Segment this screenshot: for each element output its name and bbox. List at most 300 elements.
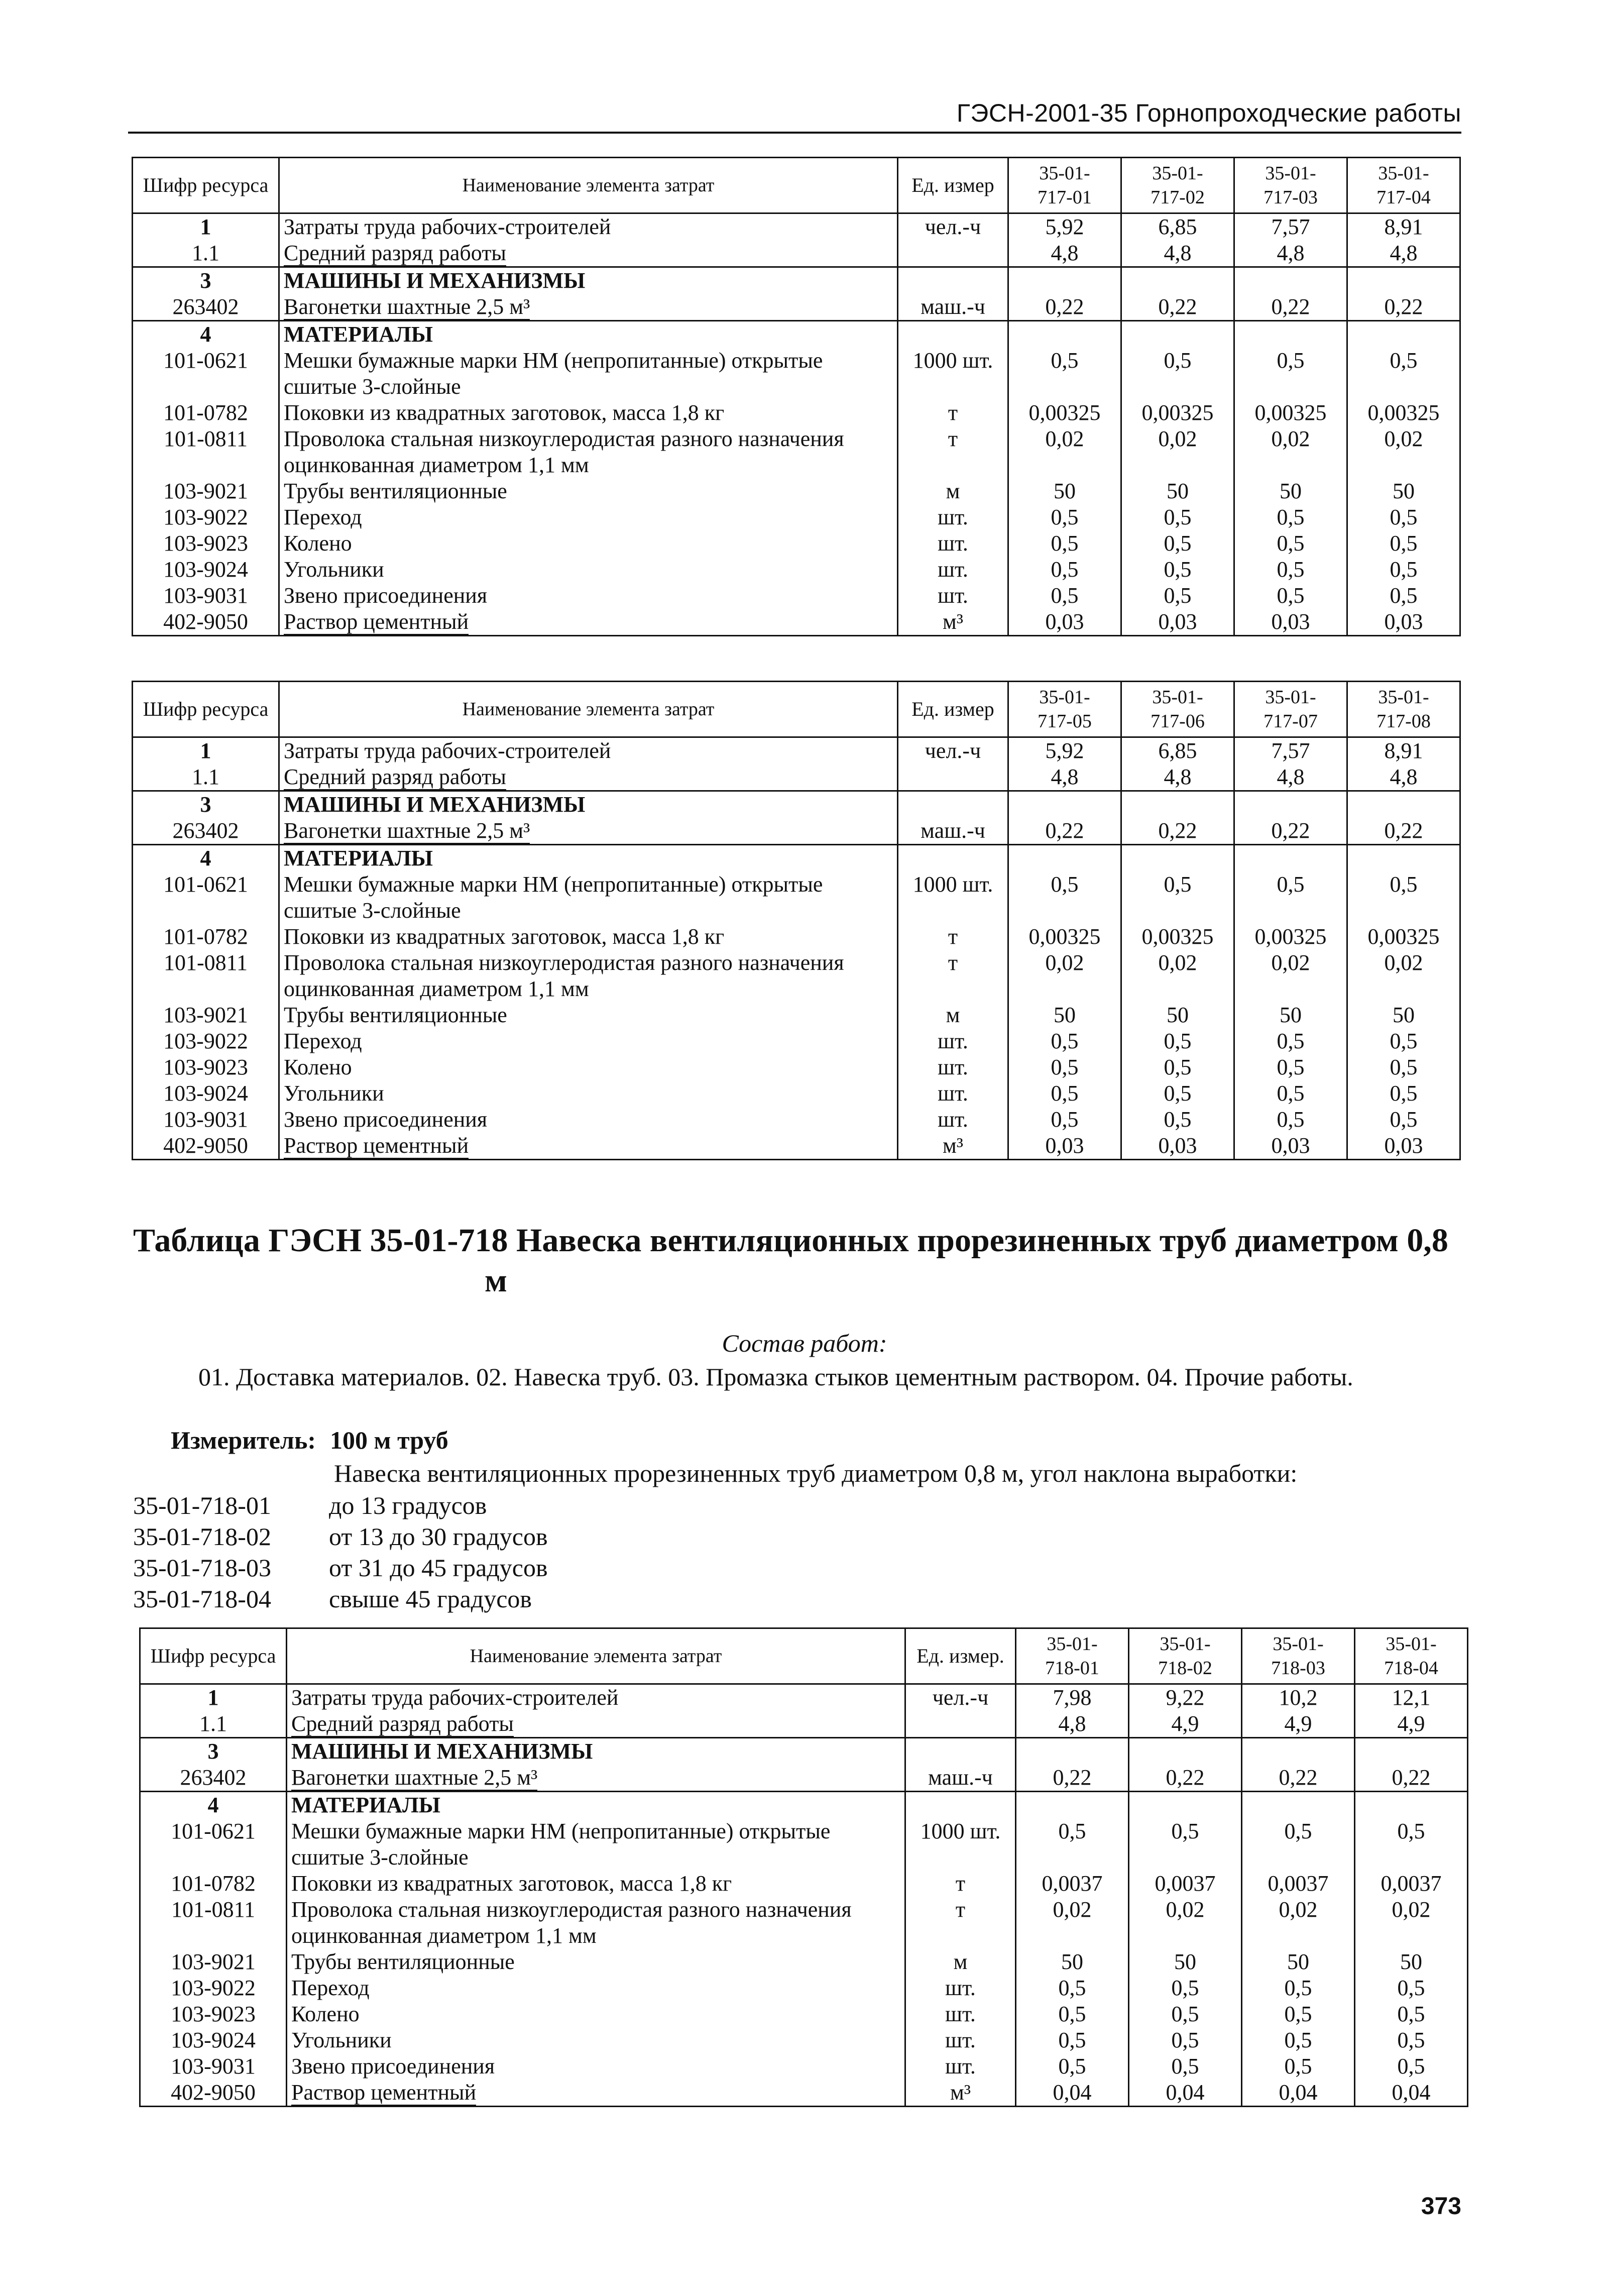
norm-value: 0,5: [1008, 583, 1121, 609]
resource-unit: шт.: [898, 557, 1008, 583]
resource-name: [287, 1711, 905, 1738]
resource-code: 103-9024: [140, 2027, 287, 2053]
norm-value: 50: [1234, 1002, 1347, 1028]
resource-code: 4: [133, 845, 279, 872]
norm-value: 50: [1347, 1002, 1460, 1028]
norm-value: 0,5: [1234, 1028, 1347, 1054]
resource-unit: т: [898, 950, 1008, 1002]
norm-value: [1016, 1738, 1129, 1765]
resource-code: 101-0811: [140, 1897, 287, 1949]
header-title: ГЭСН-2001-35 Горнопроходческие работы: [956, 99, 1461, 127]
resource-name: [279, 557, 898, 583]
table-row: [133, 504, 1460, 530]
resource-unit: [898, 267, 1008, 294]
resource-unit: шт.: [898, 504, 1008, 530]
norm-value: [1008, 321, 1121, 348]
norm-value: 4,9: [1242, 1711, 1355, 1738]
resource-name-text: Колено: [291, 2002, 360, 2026]
norm-value: 0,00325: [1347, 400, 1460, 426]
norm-value: 0,5: [1355, 1818, 1468, 1871]
norm-value: 4,8: [1347, 764, 1460, 791]
resource-code: 103-9021: [133, 478, 279, 504]
col-header-norm-code: 35-01- 718-01: [1016, 1628, 1129, 1684]
resource-code: 101-0811: [133, 426, 279, 478]
resource-name: [287, 1897, 905, 1949]
norm-value: 9,22: [1129, 1684, 1242, 1711]
resource-name: [279, 267, 898, 294]
resource-code: 4: [140, 1792, 287, 1819]
resource-unit: м: [898, 1002, 1008, 1028]
norm-value: 0,5: [1016, 2053, 1129, 2080]
measure-value: 100 м труб: [330, 1426, 448, 1454]
norm-value: [1129, 1792, 1242, 1819]
resource-name: [287, 1949, 905, 1975]
resource-code: 103-9021: [140, 1949, 287, 1975]
norm-value: [1121, 845, 1234, 872]
norm-value: 8,91: [1347, 213, 1460, 241]
resource-code: 1.1: [133, 240, 279, 267]
norm-value: 0,22: [1008, 818, 1121, 845]
table-row: [133, 845, 1460, 872]
resource-name: [279, 426, 898, 478]
resource-unit: шт.: [898, 1107, 1008, 1133]
resource-name: [279, 818, 898, 845]
norm-value: 0,22: [1347, 294, 1460, 321]
resource-code: 103-9022: [133, 504, 279, 530]
col-header-code: Шифр ресурса: [140, 1628, 287, 1684]
variant-item: [133, 1490, 548, 1521]
resource-name-text: Средний разряд работы: [291, 1711, 514, 1736]
resource-unit: шт.: [898, 1028, 1008, 1054]
norm-value: 0,03: [1121, 609, 1234, 636]
col-header-code: Шифр ресурса: [133, 682, 279, 737]
resource-unit: шт.: [898, 1054, 1008, 1080]
resource-code: 103-9024: [133, 557, 279, 583]
resource-name: [279, 791, 898, 818]
norm-value: 0,5: [1121, 557, 1234, 583]
angle-intro: Навеска вентиляционных прорезиненных труб диаметром 0,8 м, угол наклона выработки:: [334, 1459, 1298, 1487]
table-row: [140, 1738, 1468, 1765]
table-row: [133, 348, 1460, 400]
norm-value: 0,00325: [1008, 924, 1121, 950]
norm-value: 0,04: [1355, 2080, 1468, 2107]
resource-code: 101-0621: [133, 871, 279, 924]
resource-name: [279, 871, 898, 924]
variant-text: до 13 градусов: [329, 1491, 487, 1519]
norm-value: 0,5: [1121, 348, 1234, 400]
resource-code: 3: [140, 1738, 287, 1765]
resource-code: 103-9023: [133, 530, 279, 557]
resource-name-text: Угольники: [284, 1081, 384, 1106]
norm-value: 0,02: [1347, 426, 1460, 478]
resource-code: 103-9031: [140, 2053, 287, 2080]
variants-list: [133, 1490, 548, 1614]
resource-unit: 1000 шт.: [905, 1818, 1016, 1871]
resource-code: 103-9031: [133, 1107, 279, 1133]
norm-value: 0,5: [1016, 2027, 1129, 2053]
norm-value: [1242, 1738, 1355, 1765]
norm-value: [1347, 791, 1460, 818]
norm-value: 0,00325: [1121, 924, 1234, 950]
norm-value: 0,02: [1121, 426, 1234, 478]
norm-value: [1121, 321, 1234, 348]
norm-value: 50: [1242, 1949, 1355, 1975]
resource-name-text: МАТЕРИАЛЫ: [291, 1793, 440, 1817]
resource-name-text: Звено присоединения: [284, 583, 488, 608]
norm-value: 0,22: [1016, 1765, 1129, 1792]
resource-name: [287, 2080, 905, 2107]
resource-name: [287, 1684, 905, 1711]
norm-value: 0,5: [1008, 348, 1121, 400]
resource-unit: [905, 1711, 1016, 1738]
resource-name: [287, 1765, 905, 1792]
norm-value: 0,5: [1121, 871, 1234, 924]
resource-code: 103-9023: [140, 2001, 287, 2027]
norm-value: 0,5: [1234, 530, 1347, 557]
resource-code: 1: [133, 213, 279, 241]
norm-value: 6,85: [1121, 213, 1234, 241]
norm-value: 0,5: [1129, 1975, 1242, 2001]
norm-value: 4,8: [1016, 1711, 1129, 1738]
col-header-name: Наименование элемента затрат: [287, 1628, 905, 1684]
norm-value: [1355, 1738, 1468, 1765]
variant-text: от 13 до 30 градусов: [329, 1522, 548, 1551]
resource-code: 103-9022: [140, 1975, 287, 2001]
variant-text: от 31 до 45 градусов: [329, 1554, 548, 1582]
table-row: [133, 213, 1460, 241]
norm-value: 50: [1121, 478, 1234, 504]
resource-code: 1: [133, 737, 279, 764]
table-row: [133, 818, 1460, 845]
norm-value: 8,91: [1347, 737, 1460, 764]
col-header-norm-code: 35-01- 717-02: [1121, 158, 1234, 213]
table-row: [133, 321, 1460, 348]
norm-value: 0,5: [1234, 871, 1347, 924]
resource-name-text: Затраты труда рабочих-строителей: [291, 1685, 619, 1710]
table-row: [140, 1765, 1468, 1792]
table-row: [140, 2080, 1468, 2107]
resource-name: [287, 1818, 905, 1871]
norm-value: 0,5: [1008, 504, 1121, 530]
resource-name-text: МАШИНЫ И МЕХАНИЗМЫ: [284, 268, 586, 293]
variant-code: 35-01-718-04: [133, 1585, 271, 1613]
resource-name: [279, 478, 898, 504]
table-718-title: [133, 1221, 1489, 1301]
norm-value: 0,0037: [1129, 1871, 1242, 1897]
norm-value: 0,5: [1347, 1028, 1460, 1054]
norm-value: 50: [1016, 1949, 1129, 1975]
norm-value: [1347, 321, 1460, 348]
works-composition-label: Состав работ:: [722, 1329, 887, 1357]
col-header-unit: Ед. измер: [898, 158, 1008, 213]
norm-value: 0,03: [1008, 609, 1121, 636]
norm-value: 5,92: [1008, 213, 1121, 241]
resource-name-text: Поковки из квадратных заготовок, масса 1,8 кг: [284, 400, 725, 425]
norm-value: 0,5: [1355, 1975, 1468, 2001]
norm-value: 0,5: [1347, 1080, 1460, 1107]
resource-code: 101-0621: [133, 348, 279, 400]
norm-value: 0,5: [1234, 1054, 1347, 1080]
col-header-name: Наименование элемента затрат: [279, 158, 898, 213]
page-header: [128, 96, 1461, 134]
resource-unit: м: [905, 1949, 1016, 1975]
table-row: [133, 426, 1460, 478]
norm-value: 7,57: [1234, 737, 1347, 764]
norm-value: 0,5: [1016, 2001, 1129, 2027]
norm-value: 4,8: [1121, 240, 1234, 267]
resource-name-text: Колено: [284, 1055, 352, 1079]
resource-code: 101-0782: [133, 924, 279, 950]
norm-value: 0,5: [1347, 504, 1460, 530]
header-row: [133, 158, 1460, 213]
resource-name: [279, 321, 898, 348]
table-row: [133, 1107, 1460, 1133]
norm-value: 0,5: [1008, 557, 1121, 583]
norm-value: 4,8: [1234, 764, 1347, 791]
norm-value: 50: [1234, 478, 1347, 504]
resource-name: [279, 530, 898, 557]
table-row: [133, 583, 1460, 609]
resource-name-text: МАТЕРИАЛЫ: [284, 322, 433, 347]
resource-code: 263402: [140, 1765, 287, 1792]
table-row: [133, 1080, 1460, 1107]
table-row: [140, 1949, 1468, 1975]
norm-value: 0,5: [1016, 1818, 1129, 1871]
table-row: [133, 400, 1460, 426]
norm-value: 0,5: [1234, 1080, 1347, 1107]
norm-value: 0,5: [1129, 2053, 1242, 2080]
norm-value: 0,5: [1121, 1080, 1234, 1107]
resource-name: [279, 1133, 898, 1160]
norm-value: 0,5: [1347, 1107, 1460, 1133]
table-row: [140, 2001, 1468, 2027]
norm-value: 0,5: [1008, 1107, 1121, 1133]
norm-value: 0,03: [1234, 609, 1347, 636]
resource-name-text: Звено присоединения: [284, 1107, 488, 1132]
resource-unit: шт.: [905, 2001, 1016, 2027]
norm-value: 0,5: [1347, 583, 1460, 609]
resource-unit: шт.: [898, 1080, 1008, 1107]
norm-value: 4,8: [1121, 764, 1234, 791]
table-row: [140, 2027, 1468, 2053]
norm-value: 0,22: [1121, 294, 1234, 321]
resource-table-717-a: [132, 157, 1461, 636]
norm-value: 12,1: [1355, 1684, 1468, 1711]
norm-value: 7,57: [1234, 213, 1347, 241]
col-header-unit: Ед. измер: [898, 682, 1008, 737]
table-row: [133, 557, 1460, 583]
norm-value: 4,8: [1234, 240, 1347, 267]
table-row: [140, 1975, 1468, 2001]
norm-value: [1234, 321, 1347, 348]
resource-code: 402-9050: [133, 609, 279, 636]
resource-code: 103-9022: [133, 1028, 279, 1054]
resource-name-text: МАТЕРИАЛЫ: [284, 846, 433, 870]
table-row: [133, 1028, 1460, 1054]
resource-name: [279, 950, 898, 1002]
norm-value: 6,85: [1121, 737, 1234, 764]
norm-value: 0,5: [1355, 2001, 1468, 2027]
resource-code: 1: [140, 1684, 287, 1711]
resource-name: [287, 1792, 905, 1819]
resource-unit: чел.-ч: [905, 1684, 1016, 1711]
resource-unit: шт.: [898, 530, 1008, 557]
norm-value: 4,8: [1008, 240, 1121, 267]
resource-name-text: Трубы вентиляционные: [284, 1003, 507, 1027]
table-row: [133, 1002, 1460, 1028]
resource-name-text: Угольники: [291, 2028, 392, 2052]
resource-name-text: Проволока стальная низкоуглеродистая разного назначения оцинкованная диаметром 1,1 мм: [284, 426, 844, 477]
resource-unit: м: [898, 478, 1008, 504]
norm-value: [1234, 267, 1347, 294]
table-row: [133, 1054, 1460, 1080]
norm-value: [1121, 791, 1234, 818]
table-row: [133, 1133, 1460, 1160]
norm-value: [1234, 845, 1347, 872]
resource-name-text: Трубы вентиляционные: [284, 479, 507, 503]
resource-name: [287, 2053, 905, 2080]
table-row: [133, 871, 1460, 924]
col-header-norm-code: 35-01- 717-03: [1234, 158, 1347, 213]
norm-value: 0,22: [1008, 294, 1121, 321]
resource-name-text: Вагонетки шахтные 2,5 м³: [284, 818, 530, 843]
norm-value: 0,00325: [1234, 924, 1347, 950]
norm-value: 0,02: [1008, 950, 1121, 1002]
norm-value: 0,5: [1121, 583, 1234, 609]
norm-value: 4,8: [1008, 764, 1121, 791]
resource-code: 3: [133, 791, 279, 818]
resource-unit: [905, 1738, 1016, 1765]
resource-unit: [898, 791, 1008, 818]
norm-value: 10,2: [1242, 1684, 1355, 1711]
col-header-norm-code: 35-01- 717-06: [1121, 682, 1234, 737]
norm-value: 5,92: [1008, 737, 1121, 764]
norm-value: 0,04: [1242, 2080, 1355, 2107]
table-row: [140, 1818, 1468, 1871]
norm-value: 0,5: [1008, 530, 1121, 557]
resource-name: [279, 609, 898, 636]
works-list: 01. Доставка материалов. 02. Навеска труб. 03. Промазка стыков цементным раствором. 04. Прочие работы.: [198, 1363, 1353, 1391]
norm-value: 0,5: [1121, 504, 1234, 530]
col-header-norm-code: 35-01- 718-02: [1129, 1628, 1242, 1684]
resource-name-text: Колено: [284, 531, 352, 556]
col-header-norm-code: 35-01- 718-04: [1355, 1628, 1468, 1684]
resource-code: 402-9050: [133, 1133, 279, 1160]
resource-name-text: Переход: [284, 505, 362, 529]
norm-value: 0,5: [1129, 2027, 1242, 2053]
resource-name: [279, 1080, 898, 1107]
norm-value: 0,5: [1242, 2053, 1355, 2080]
col-header-norm-code: 35-01- 717-08: [1347, 682, 1460, 737]
norm-value: [1355, 1792, 1468, 1819]
norm-value: 0,04: [1129, 2080, 1242, 2107]
norm-value: 0,02: [1234, 426, 1347, 478]
resource-name-text: Раствор цементный: [284, 609, 469, 634]
resource-unit: т: [905, 1871, 1016, 1897]
resource-code: 1.1: [133, 764, 279, 791]
col-header-norm-code: 35-01- 717-07: [1234, 682, 1347, 737]
col-header-norm-code: 35-01- 717-01: [1008, 158, 1121, 213]
table-row: [133, 609, 1460, 636]
norm-value: 0,02: [1016, 1897, 1129, 1949]
resource-name-text: Затраты труда рабочих-строителей: [284, 214, 611, 239]
resource-name: [279, 924, 898, 950]
resource-name-text: Мешки бумажные марки НМ (непропитанные) открытые сшитые 3-слойные: [284, 348, 823, 399]
resource-name-text: Проволока стальная низкоуглеродистая разного назначения оцинкованная диаметром 1,1 мм: [291, 1897, 852, 1948]
resource-unit: шт.: [905, 2053, 1016, 2080]
resource-unit: 1000 шт.: [898, 348, 1008, 400]
variant-item: [133, 1583, 548, 1614]
resource-unit: маш.-ч: [898, 294, 1008, 321]
norm-value: 4,9: [1355, 1711, 1468, 1738]
resource-name-text: Средний разряд работы: [284, 764, 506, 789]
norm-value: 0,5: [1347, 1054, 1460, 1080]
variant-item: [133, 1521, 548, 1552]
norm-value: 0,5: [1347, 348, 1460, 400]
resource-name: [279, 294, 898, 321]
resource-name: [287, 2027, 905, 2053]
norm-value: 0,03: [1121, 1133, 1234, 1160]
norm-value: 0,5: [1234, 1107, 1347, 1133]
header-row: [133, 682, 1460, 737]
table-row: [133, 791, 1460, 818]
resource-code: 263402: [133, 294, 279, 321]
resource-unit: [898, 764, 1008, 791]
resource-code: 3: [133, 267, 279, 294]
norm-value: 0,5: [1242, 2001, 1355, 2027]
norm-value: 0,5: [1008, 1054, 1121, 1080]
norm-value: 0,5: [1008, 1080, 1121, 1107]
resource-unit: м³: [898, 609, 1008, 636]
resource-name: [279, 1054, 898, 1080]
resource-name: [279, 1028, 898, 1054]
resource-unit: т: [905, 1897, 1016, 1949]
norm-value: 0,5: [1355, 2027, 1468, 2053]
resource-name-text: Переход: [291, 1976, 370, 2000]
norm-value: 0,22: [1242, 1765, 1355, 1792]
col-header-norm-code: 35-01- 717-05: [1008, 682, 1121, 737]
resource-unit: шт.: [898, 583, 1008, 609]
resource-unit: шт.: [905, 1975, 1016, 2001]
norm-value: 0,5: [1129, 1818, 1242, 1871]
norm-value: 0,02: [1355, 1897, 1468, 1949]
table-718-title-line2: м: [485, 1262, 507, 1299]
resource-code: 103-9031: [133, 583, 279, 609]
table-row: [140, 1684, 1468, 1711]
resource-name-text: МАШИНЫ И МЕХАНИЗМЫ: [284, 792, 586, 817]
norm-value: 0,04: [1016, 2080, 1129, 2107]
resource-name-text: Мешки бумажные марки НМ (непропитанные) открытые сшитые 3-слойные: [291, 1819, 831, 1870]
resource-name-text: Проволока стальная низкоуглеродистая разного назначения оцинкованная диаметром 1,1 мм: [284, 950, 844, 1001]
table-718-title-line1: Таблица ГЭСН 35-01-718 Навеска вентиляционных прорезиненных труб диаметром 0,8: [133, 1222, 1448, 1259]
col-header-norm-code: 35-01- 718-03: [1242, 1628, 1355, 1684]
norm-value: 4,9: [1129, 1711, 1242, 1738]
resource-unit: т: [898, 400, 1008, 426]
variant-code: 35-01-718-03: [133, 1554, 271, 1582]
norm-value: [1234, 791, 1347, 818]
resource-name-text: Угольники: [284, 557, 384, 582]
norm-value: 50: [1121, 1002, 1234, 1028]
table-row: [133, 950, 1460, 1002]
resource-name-text: Вагонетки шахтные 2,5 м³: [284, 294, 530, 319]
table-row: [133, 240, 1460, 267]
norm-value: 0,5: [1234, 583, 1347, 609]
table-row: [133, 530, 1460, 557]
norm-value: 0,22: [1347, 818, 1460, 845]
table-row: [140, 1871, 1468, 1897]
resource-name: [279, 845, 898, 872]
norm-value: 0,02: [1234, 950, 1347, 1002]
